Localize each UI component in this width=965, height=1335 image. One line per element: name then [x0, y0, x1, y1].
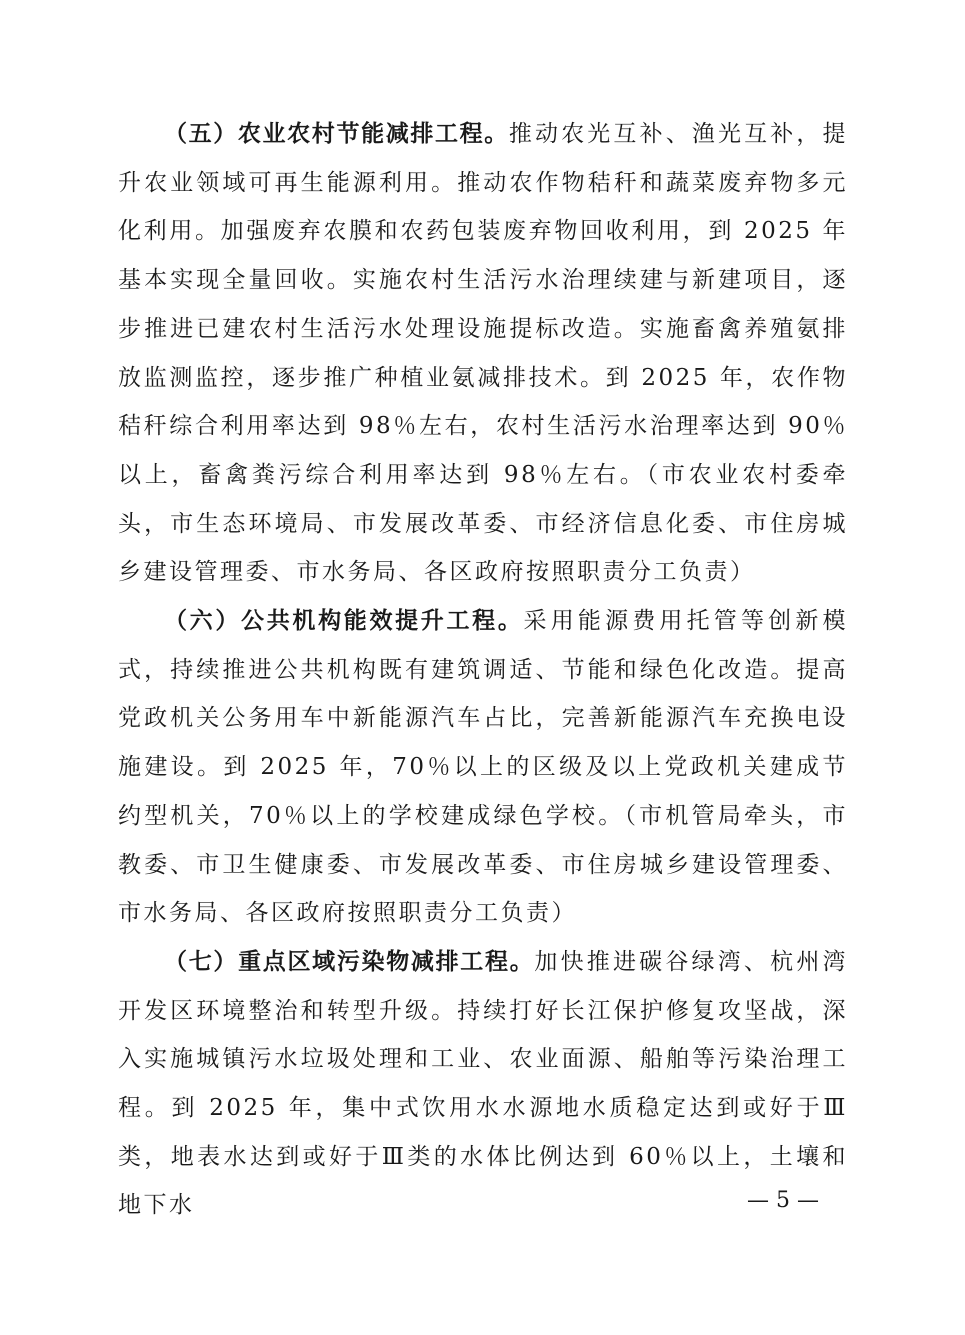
paragraph-text: 推动农光互补、渔光互补，提升农业领域可再生能源利用。推动农作物秸秆和蔬菜废弃物多元化利用。加强废弃农膜和农药包装废弃物回收利用，到 2025 年基本实现全量回收。实施农村生活污水治理续建与新建项目，逐步推进已建农村生活污水处理设施提标改造。实施畜禽养殖氨排放监测监控，逐步推广种植业氨减排技术。到 2025 年，农作物秸秆综合利用率达到 98％左右，农村生活污水治理率达到 90％以上，畜禽粪污综合利用率达到 98％左右。（市农业农村委牵头，市生态环境局、市发展改革委、市经济信息化委、市住房城乡建设管理委、市水务局、各区政府按照职责分工负责） [118, 121, 849, 586]
paragraph-heading: （五）农业农村节能减排工程。 [164, 121, 509, 147]
paragraph-text: 加快推进碳谷绿湾、杭州湾开发区环境整治和转型升级。持续打好长江保护修复攻坚战，深入实施城镇污水垃圾处理和工业、农业面源、船舶等污染治理工程。到 2025 年，集中式饮用水水源地水质稳定达到或好于Ⅲ类，地表水达到或好于Ⅲ类的水体比例达到 60％以上，土壤和地下水 [118, 948, 849, 1219]
paragraph-public-institutions [118, 597, 848, 938]
paragraph-agriculture [118, 110, 848, 597]
document-body [118, 110, 848, 1230]
page-number: — 5 — [747, 1188, 819, 1213]
paragraph-text: 采用能源费用托管等创新模式，持续推进公共机构既有建筑调适、节能和绿色化改造。提高党政机关公务用车中新能源汽车占比，完善新能源汽车充换电设施建设。到 2025 年，70％以上的区级及以上党政机关建成节约型机关，70％以上的学校建成绿色学校。（市机管局牵头，市教委、市卫生健康委、市发展改革委、市住房城乡建设管理委、市水务局、各区政府按照职责分工负责） [118, 608, 849, 927]
paragraph-heading: （六）公共机构能效提升工程。 [164, 608, 524, 635]
paragraph-heading: （七）重点区域污染物减排工程。 [164, 948, 535, 975]
paragraph-key-regions [118, 938, 848, 1230]
